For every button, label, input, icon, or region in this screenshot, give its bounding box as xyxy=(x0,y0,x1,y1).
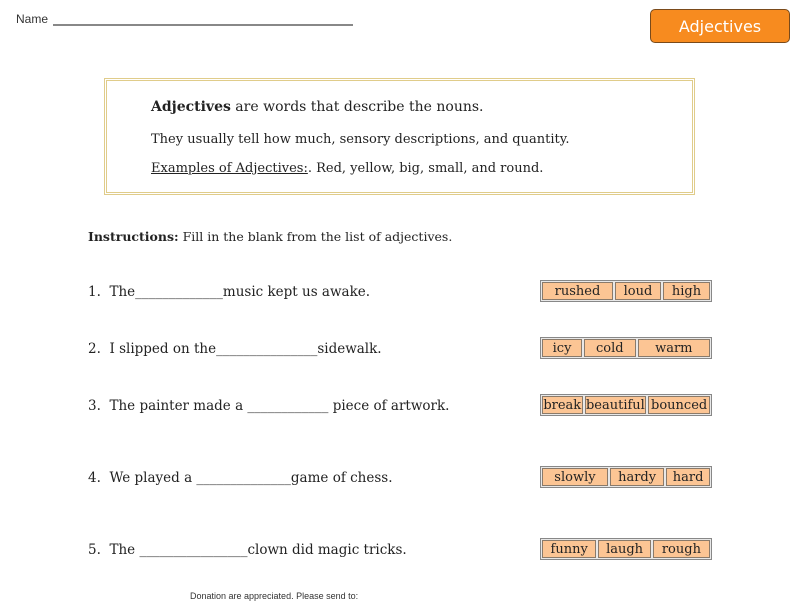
word-option[interactable]: funny xyxy=(542,540,596,558)
word-option[interactable]: hard xyxy=(666,468,710,486)
question-5: 5. The ________________clown did magic tricks. xyxy=(88,542,407,558)
name-label: Name xyxy=(16,12,49,26)
word-option[interactable]: hardy xyxy=(610,468,664,486)
instructions-text: Fill in the blank from the list of adjectives. xyxy=(178,229,453,244)
word-option[interactable]: icy xyxy=(542,339,582,357)
word-option[interactable]: break xyxy=(543,397,582,413)
examples-line xyxy=(151,161,543,176)
word-option[interactable]: rough xyxy=(653,540,710,558)
definition-text: are words that describe the nouns. xyxy=(230,99,484,115)
examples-text: . Red, yellow, big, small, and round. xyxy=(307,161,544,176)
word-bank xyxy=(540,466,712,488)
question-4: 4. We played a ______________game of chess. xyxy=(88,470,393,486)
word-option[interactable]: loud xyxy=(615,282,661,300)
question-3: 3. The painter made a ____________ piece of artwork. xyxy=(88,398,450,414)
definition-line xyxy=(151,99,483,115)
name-blank-line[interactable] xyxy=(53,24,353,26)
word-bank xyxy=(540,538,712,560)
word-option[interactable]: warm xyxy=(638,339,710,357)
word-bank xyxy=(540,280,712,302)
footer-note: Donation are appreciated. Please send to: xyxy=(190,591,359,601)
word-option[interactable]: laugh xyxy=(598,540,650,558)
instructions xyxy=(88,229,452,244)
word-bank xyxy=(540,337,712,359)
word-bank xyxy=(540,394,712,416)
word-option[interactable]: slowly xyxy=(542,468,608,486)
word-option[interactable]: beautiful xyxy=(585,397,645,413)
question-2: 2. I slipped on the_______________sidewalk. xyxy=(88,341,382,357)
instructions-label: Instructions: xyxy=(88,229,179,244)
word-option[interactable]: high xyxy=(663,282,710,300)
examples-label: Examples of Adjectives: xyxy=(151,161,308,176)
term: Adjectives xyxy=(151,99,231,115)
word-option[interactable]: cold xyxy=(584,339,636,357)
word-option[interactable]: rushed xyxy=(542,282,613,300)
description-line: They usually tell how much, sensory descriptions, and quantity. xyxy=(151,132,570,147)
question-1: 1. The_____________music kept us awake. xyxy=(88,284,371,300)
definition-box xyxy=(104,78,695,195)
title-badge: Adjectives xyxy=(650,9,790,43)
word-option[interactable]: bounced xyxy=(648,396,710,414)
